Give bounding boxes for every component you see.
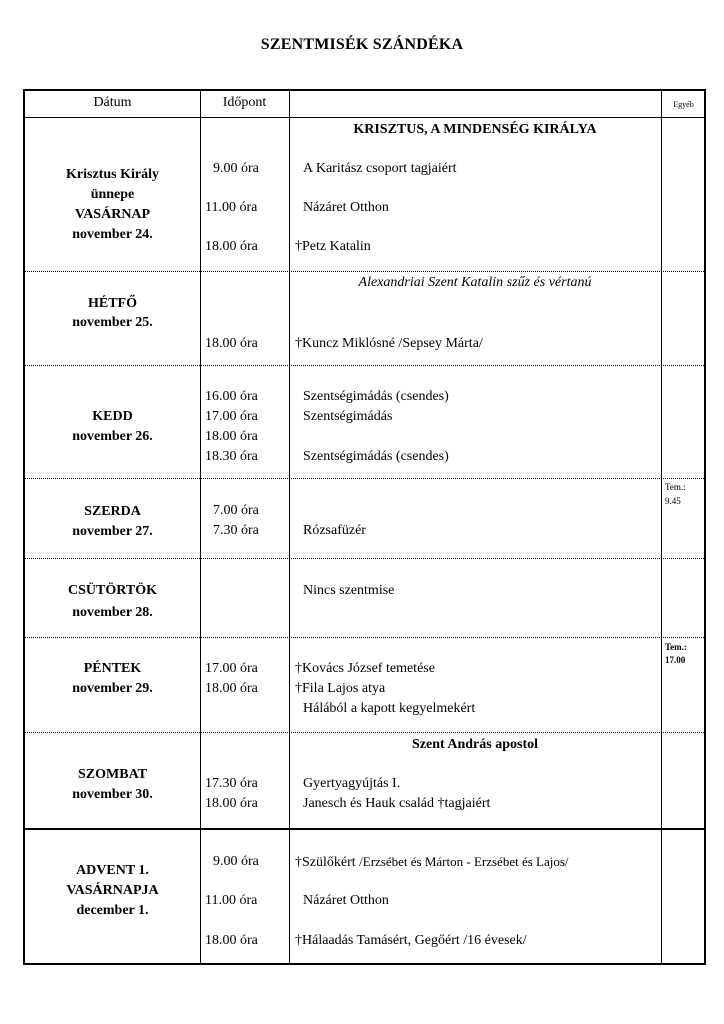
mass-time: 17.00 óra [205, 409, 258, 424]
column-divider [661, 91, 662, 963]
day-date-line: PÉNTEK [83, 661, 142, 676]
feast-title: Szent András apostol [411, 737, 539, 752]
day-date-line: november 25. [72, 315, 153, 330]
mass-time: 7.30 óra [213, 523, 259, 538]
day-date-line: VASÁRNAPJA [66, 883, 159, 898]
row-divider [25, 637, 704, 638]
mass-time: 17.00 óra [205, 661, 258, 676]
day-date-line: KEDD [92, 409, 133, 424]
mass-time: 18.00 óra [205, 336, 258, 351]
mass-time: 18.00 óra [205, 933, 258, 948]
intention-detail: /Erzsébet és Márton - Erzsébet és Lajos/ [359, 854, 569, 869]
day-date-line: ADVENT 1. [76, 863, 149, 878]
other-note: Tem.: [665, 642, 687, 652]
mass-intention: Janesch és Hauk család †tagjaiért [303, 796, 491, 811]
day-date-line: SZOMBAT [78, 767, 147, 782]
mass-intention: Názáret Otthon [303, 200, 389, 215]
mass-intention: †Hálaadás Tamásért, Gegőért /16 évesek/ [295, 933, 527, 948]
mass-intention: Szentségimádás (csendes) [303, 449, 449, 464]
mass-time: 9.00 óra [213, 161, 259, 176]
day-date-line: november 26. [72, 429, 153, 444]
mass-time: 11.00 óra [205, 893, 258, 908]
row-divider [25, 271, 704, 272]
mass-intention: Hálából a kapott kegyelmekért [303, 701, 476, 716]
header-time: Időpont [222, 95, 267, 110]
day-date-line: CSÜTÖRTÖK [68, 583, 157, 598]
mass-intention: A Karitász csoport tagjaiért [303, 161, 457, 176]
day-date-line: SZERDA [84, 504, 141, 519]
mass-intentions-table [23, 89, 706, 965]
mass-intention: †Petz Katalin [295, 239, 371, 254]
mass-intention: †Kuncz Miklósné /Sepsey Márta/ [295, 336, 483, 351]
row-divider [25, 365, 704, 366]
mass-time: 18.00 óra [205, 429, 258, 444]
mass-intention [295, 854, 569, 871]
day-date-line: november 27. [72, 524, 153, 539]
row-divider [25, 828, 704, 830]
mass-intention: †Kovács József temetése [295, 661, 435, 676]
mass-time: 7.00 óra [213, 503, 259, 518]
day-date-line: HÉTFŐ [87, 296, 137, 311]
mass-intention: Szentségimádás (csendes) [303, 389, 449, 404]
header-other: Egyéb [673, 100, 694, 109]
day-date-line: december 1. [76, 903, 149, 918]
mass-time: 18.00 óra [205, 239, 258, 254]
header-divider [25, 117, 704, 118]
row-divider [25, 732, 704, 733]
page-title: SZENTMISÉK SZÁNDÉKA [260, 36, 464, 53]
row-divider [25, 558, 704, 559]
mass-time: 16.00 óra [205, 389, 258, 404]
day-date-line: november 30. [72, 787, 153, 802]
day-date-line: november 29. [72, 681, 153, 696]
column-divider [289, 91, 290, 963]
day-date-line: november 28. [72, 605, 153, 620]
day-date-line: november 24. [72, 227, 153, 242]
mass-time: 18.30 óra [205, 449, 258, 464]
intention-main: †Szülőkért [295, 855, 360, 870]
column-divider [200, 91, 201, 963]
other-note: 9.45 [665, 496, 681, 506]
day-date-line: Krisztus Király [66, 167, 159, 182]
mass-time: 17.30 óra [205, 776, 258, 791]
mass-intention: †Fila Lajos atya [295, 681, 386, 696]
mass-intention: Szentségimádás [303, 409, 393, 424]
other-note: 17.00 [665, 655, 686, 665]
row-divider [25, 478, 704, 479]
day-date-line: VASÁRNAP [74, 207, 151, 222]
mass-intention: Názáret Otthon [303, 893, 389, 908]
mass-time: 9.00 óra [213, 854, 259, 869]
feast-title: Alexandriai Szent Katalin szűz és vértanú [358, 275, 592, 290]
mass-intention: Nincs szentmise [303, 583, 395, 598]
header-date: Dátum [93, 95, 132, 110]
mass-time: 18.00 óra [205, 681, 258, 696]
mass-intention: Gyertyagyújtás I. [303, 776, 401, 791]
day-date-line: ünnepe [90, 187, 135, 202]
other-note: Tem.: [665, 482, 686, 492]
mass-intention: Rózsafüzér [303, 523, 366, 538]
mass-time: 11.00 óra [205, 200, 258, 215]
mass-time: 18.00 óra [205, 796, 258, 811]
feast-title: KRISZTUS, A MINDENSÉG KIRÁLYA [353, 122, 597, 137]
